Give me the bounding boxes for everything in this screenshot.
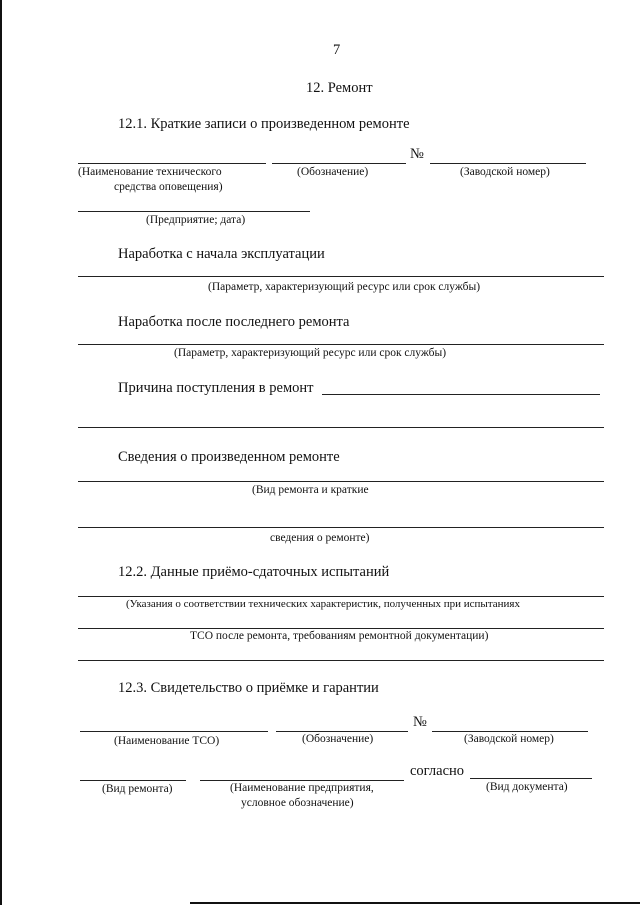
repair-reason-line-2 [78,427,604,428]
runtime-start-line [78,276,604,277]
runtime-last-label: Наработка после последнего ремонта [118,314,350,330]
scan-edge-left [0,0,2,905]
caption-repair-type: (Вид ремонта) [102,783,173,795]
caption-enterprise-2: условное обозначение) [241,797,354,809]
caption-enterprise-date: (Предприятие; дата) [146,214,246,226]
repair-reason-line [322,394,600,395]
section-12-1-heading: 12.1. Краткие записи о произведенном ремонте [118,116,410,132]
caption-serial-number: (Заводской номер) [460,166,550,178]
page-number: 7 [333,42,341,58]
acceptance-test-line-2 [78,628,604,629]
caption-tso-name: (Наименование ТСО) [114,735,220,747]
scan-edge-bottom [190,902,640,904]
runtime-last-caption: (Параметр, характеризующий ресурс или срок службы) [174,347,447,359]
document-type-line [470,778,592,779]
repair-reason-label: Причина поступления в ремонт [118,380,314,396]
repair-info-caption-2: сведения о ремонте) [270,532,370,544]
section-12-3-heading: 12.3. Свидетельство о приёмке и гарантии [118,680,379,696]
repair-type-line [80,780,186,781]
acceptance-test-caption-1: (Указания о соответствии технических характеристик, полученных при испытаниях [126,598,520,610]
agreement-word: согласно [410,763,465,779]
repair-info-label: Сведения о произведенном ремонте [118,449,340,465]
serial-number-line [430,163,586,164]
runtime-last-line [78,344,604,345]
caption-enterprise-1: (Наименование предприятия, [230,782,374,794]
enterprise-date-line [78,211,310,212]
acceptance-test-line-3 [78,660,604,661]
caption-document-type: (Вид документа) [486,781,568,793]
runtime-start-label: Наработка с начала эксплуатации [118,246,325,262]
caption-equipment-name-2: средства оповещения) [114,181,223,193]
tso-number-sign: № [413,714,427,730]
designation-line [272,163,406,164]
section-12-2-heading: 12.2. Данные приёмо-сдаточных испытаний [118,564,390,580]
equipment-name-line [78,163,266,164]
runtime-start-caption: (Параметр, характеризующий ресурс или срок службы) [208,281,481,293]
repair-info-line-1 [78,481,604,482]
section-title: 12. Ремонт [306,80,373,96]
enterprise-designation-line [200,780,404,781]
caption-tso-designation: (Обозначение) [302,733,374,745]
tso-designation-line [276,731,408,732]
tso-serial-line [432,731,588,732]
repair-info-line-2 [78,527,604,528]
tso-name-line [80,731,268,732]
acceptance-test-line-1 [78,596,604,597]
repair-info-caption-1: (Вид ремонта и краткие [252,484,369,496]
caption-designation: (Обозначение) [297,166,369,178]
caption-equipment-name-1: (Наименование технического [78,166,222,178]
caption-tso-serial: (Заводской номер) [464,733,554,745]
acceptance-test-caption-2: ТСО после ремонта, требованиям ремонтной документации) [190,630,489,642]
number-sign: № [410,146,424,162]
